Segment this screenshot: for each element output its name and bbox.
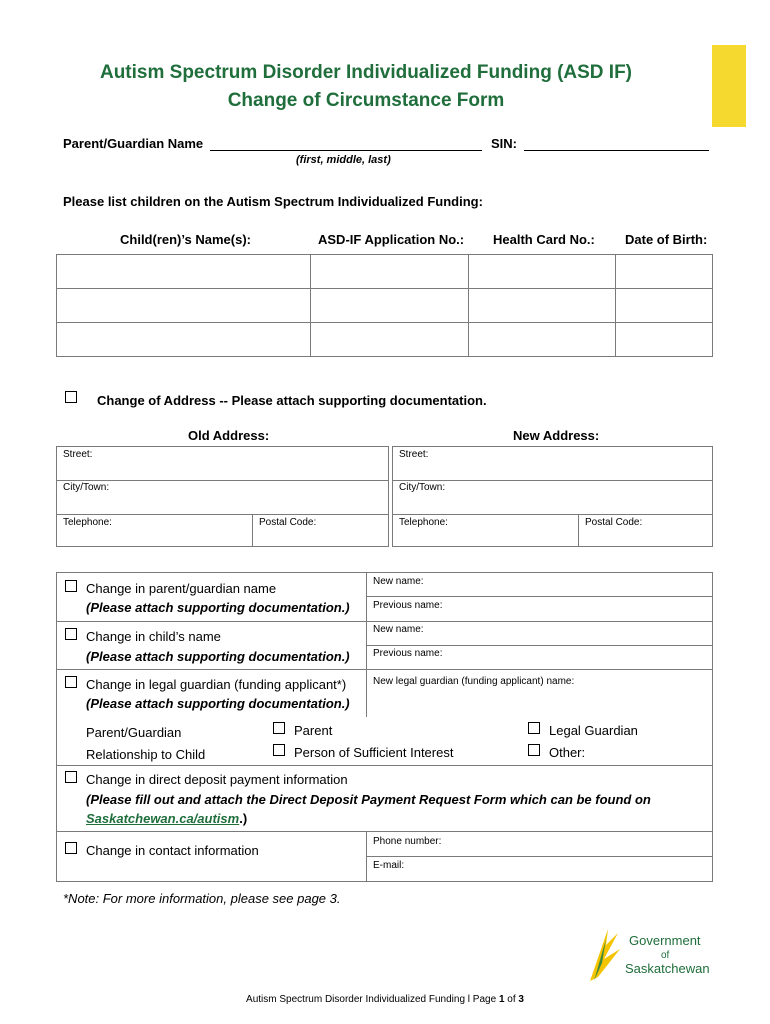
new-address-heading: New Address: (513, 428, 600, 443)
child-name-change-label: Change in child’s name (86, 629, 221, 644)
app-no-cell[interactable] (310, 255, 469, 289)
new-telephone-field[interactable]: Telephone: (399, 517, 448, 528)
legal-guardian-option-label: Legal Guardian (549, 723, 638, 738)
parent-option-checkbox[interactable] (273, 722, 285, 734)
col-child-names: Child(ren)’s Name(s): (120, 232, 251, 247)
new-postal-field[interactable]: Postal Code: (585, 517, 643, 528)
deposit-note: (Please fill out and attach the Direct Deposit Payment Request Form which can be found on (86, 792, 651, 807)
other-option-checkbox[interactable] (528, 744, 540, 756)
saskatchewan-autism-link[interactable]: Saskatchewan.ca/autism (86, 811, 240, 826)
parent-name-label: Parent/Guardian Name (63, 136, 204, 151)
footer-text: Autism Spectrum Disorder Individualized Funding l Page (246, 994, 499, 1005)
page-footer (0, 994, 770, 1005)
table-row (57, 323, 713, 357)
new-address-box (392, 446, 713, 547)
relationship-label-line1: Parent/Guardian (86, 725, 182, 740)
col-app-no: ASD-IF Application No.: (318, 232, 465, 247)
deposit-note-end: .) (239, 811, 248, 826)
old-street-field[interactable]: Street: (63, 449, 93, 460)
health-card-cell[interactable] (469, 323, 616, 357)
legal-guardian-attach-note: (Please attach supporting documentation.) (86, 696, 350, 711)
parent-name-checkbox[interactable] (65, 580, 77, 592)
deposit-checkbox[interactable] (65, 771, 77, 783)
dob-cell[interactable] (616, 323, 713, 357)
wheat-logo-icon (584, 925, 624, 983)
parent-name-field[interactable] (210, 150, 482, 151)
health-card-cell[interactable] (469, 255, 616, 289)
new-city-field[interactable]: City/Town: (399, 482, 446, 493)
logo-line3: Saskatchewan (625, 961, 710, 976)
dob-cell[interactable] (616, 289, 713, 323)
legal-guardian-change-label: Change in legal guardian (funding applicant*) (86, 677, 347, 692)
footnote: *Note: For more information, please see page 3. (63, 891, 341, 906)
parent-name-change-label: Change in parent/guardian name (86, 581, 277, 596)
deposit-change-label: Change in direct deposit payment information (86, 772, 348, 787)
footer-page: 1 (498, 994, 505, 1005)
table-row (57, 289, 713, 323)
table-row (57, 255, 713, 289)
old-address-box (56, 446, 389, 547)
children-instruction: Please list children on the Autism Spectrum Individualized Funding: (63, 194, 483, 209)
child-name-attach-note: (Please attach supporting documentation.) (86, 649, 350, 664)
child-name-cell[interactable] (57, 323, 311, 357)
form-title-line2: Change of Circumstance Form (227, 90, 505, 111)
footer-of: of (504, 994, 519, 1005)
child-previous-name-field[interactable]: Previous name: (373, 648, 443, 659)
old-postal-field[interactable]: Postal Code: (259, 517, 317, 528)
old-address-heading: Old Address: (188, 428, 270, 443)
new-street-field[interactable]: Street: (399, 449, 429, 460)
new-legal-guardian-field[interactable]: New legal guardian (funding applicant) name: (373, 676, 575, 687)
logo-line2: of (661, 950, 670, 961)
app-no-cell[interactable] (310, 289, 469, 323)
sin-label: SIN: (491, 136, 517, 151)
person-interest-label: Person of Sufficient Interest (294, 745, 454, 760)
parent-name-attach-note: (Please attach supporting documentation.) (86, 600, 350, 615)
relationship-label-line2: Relationship to Child (86, 747, 206, 762)
app-no-cell[interactable] (310, 323, 469, 357)
child-name-cell[interactable] (57, 289, 311, 323)
form-title-line1: Autism Spectrum Disorder Individualized Funding (ASD IF) (99, 62, 633, 83)
children-table (56, 254, 713, 357)
logo-line1: Government (629, 933, 701, 948)
parent-previous-name-field[interactable]: Previous name: (373, 600, 443, 611)
other-option-label: Other: (549, 745, 586, 760)
name-hint: (first, middle, last) (296, 154, 391, 166)
health-card-cell[interactable] (469, 289, 616, 323)
child-name-cell[interactable] (57, 255, 311, 289)
contact-change-label: Change in contact information (86, 843, 259, 858)
col-health-card: Health Card No.: (493, 232, 595, 247)
sin-field[interactable] (524, 150, 709, 151)
col-dob: Date of Birth: (625, 232, 708, 247)
legal-guardian-checkbox[interactable] (65, 676, 77, 688)
child-new-name-field[interactable]: New name: (373, 624, 424, 635)
legal-guardian-option-checkbox[interactable] (528, 722, 540, 734)
contact-checkbox[interactable] (65, 842, 77, 854)
yellow-tab (712, 45, 746, 127)
parent-option-label: Parent (294, 723, 333, 738)
address-checkbox-label: Change of Address -- Please attach supporting documentation. (97, 393, 487, 408)
deposit-note-line2 (86, 811, 247, 826)
child-name-checkbox[interactable] (65, 628, 77, 640)
parent-new-name-field[interactable]: New name: (373, 576, 424, 587)
footer-total: 3 (518, 994, 524, 1005)
person-interest-checkbox[interactable] (273, 744, 285, 756)
old-telephone-field[interactable]: Telephone: (63, 517, 112, 528)
email-field[interactable]: E-mail: (373, 860, 405, 871)
phone-number-field[interactable]: Phone number: (373, 836, 442, 847)
old-city-field[interactable]: City/Town: (63, 482, 110, 493)
dob-cell[interactable] (616, 255, 713, 289)
address-checkbox[interactable] (65, 391, 77, 403)
